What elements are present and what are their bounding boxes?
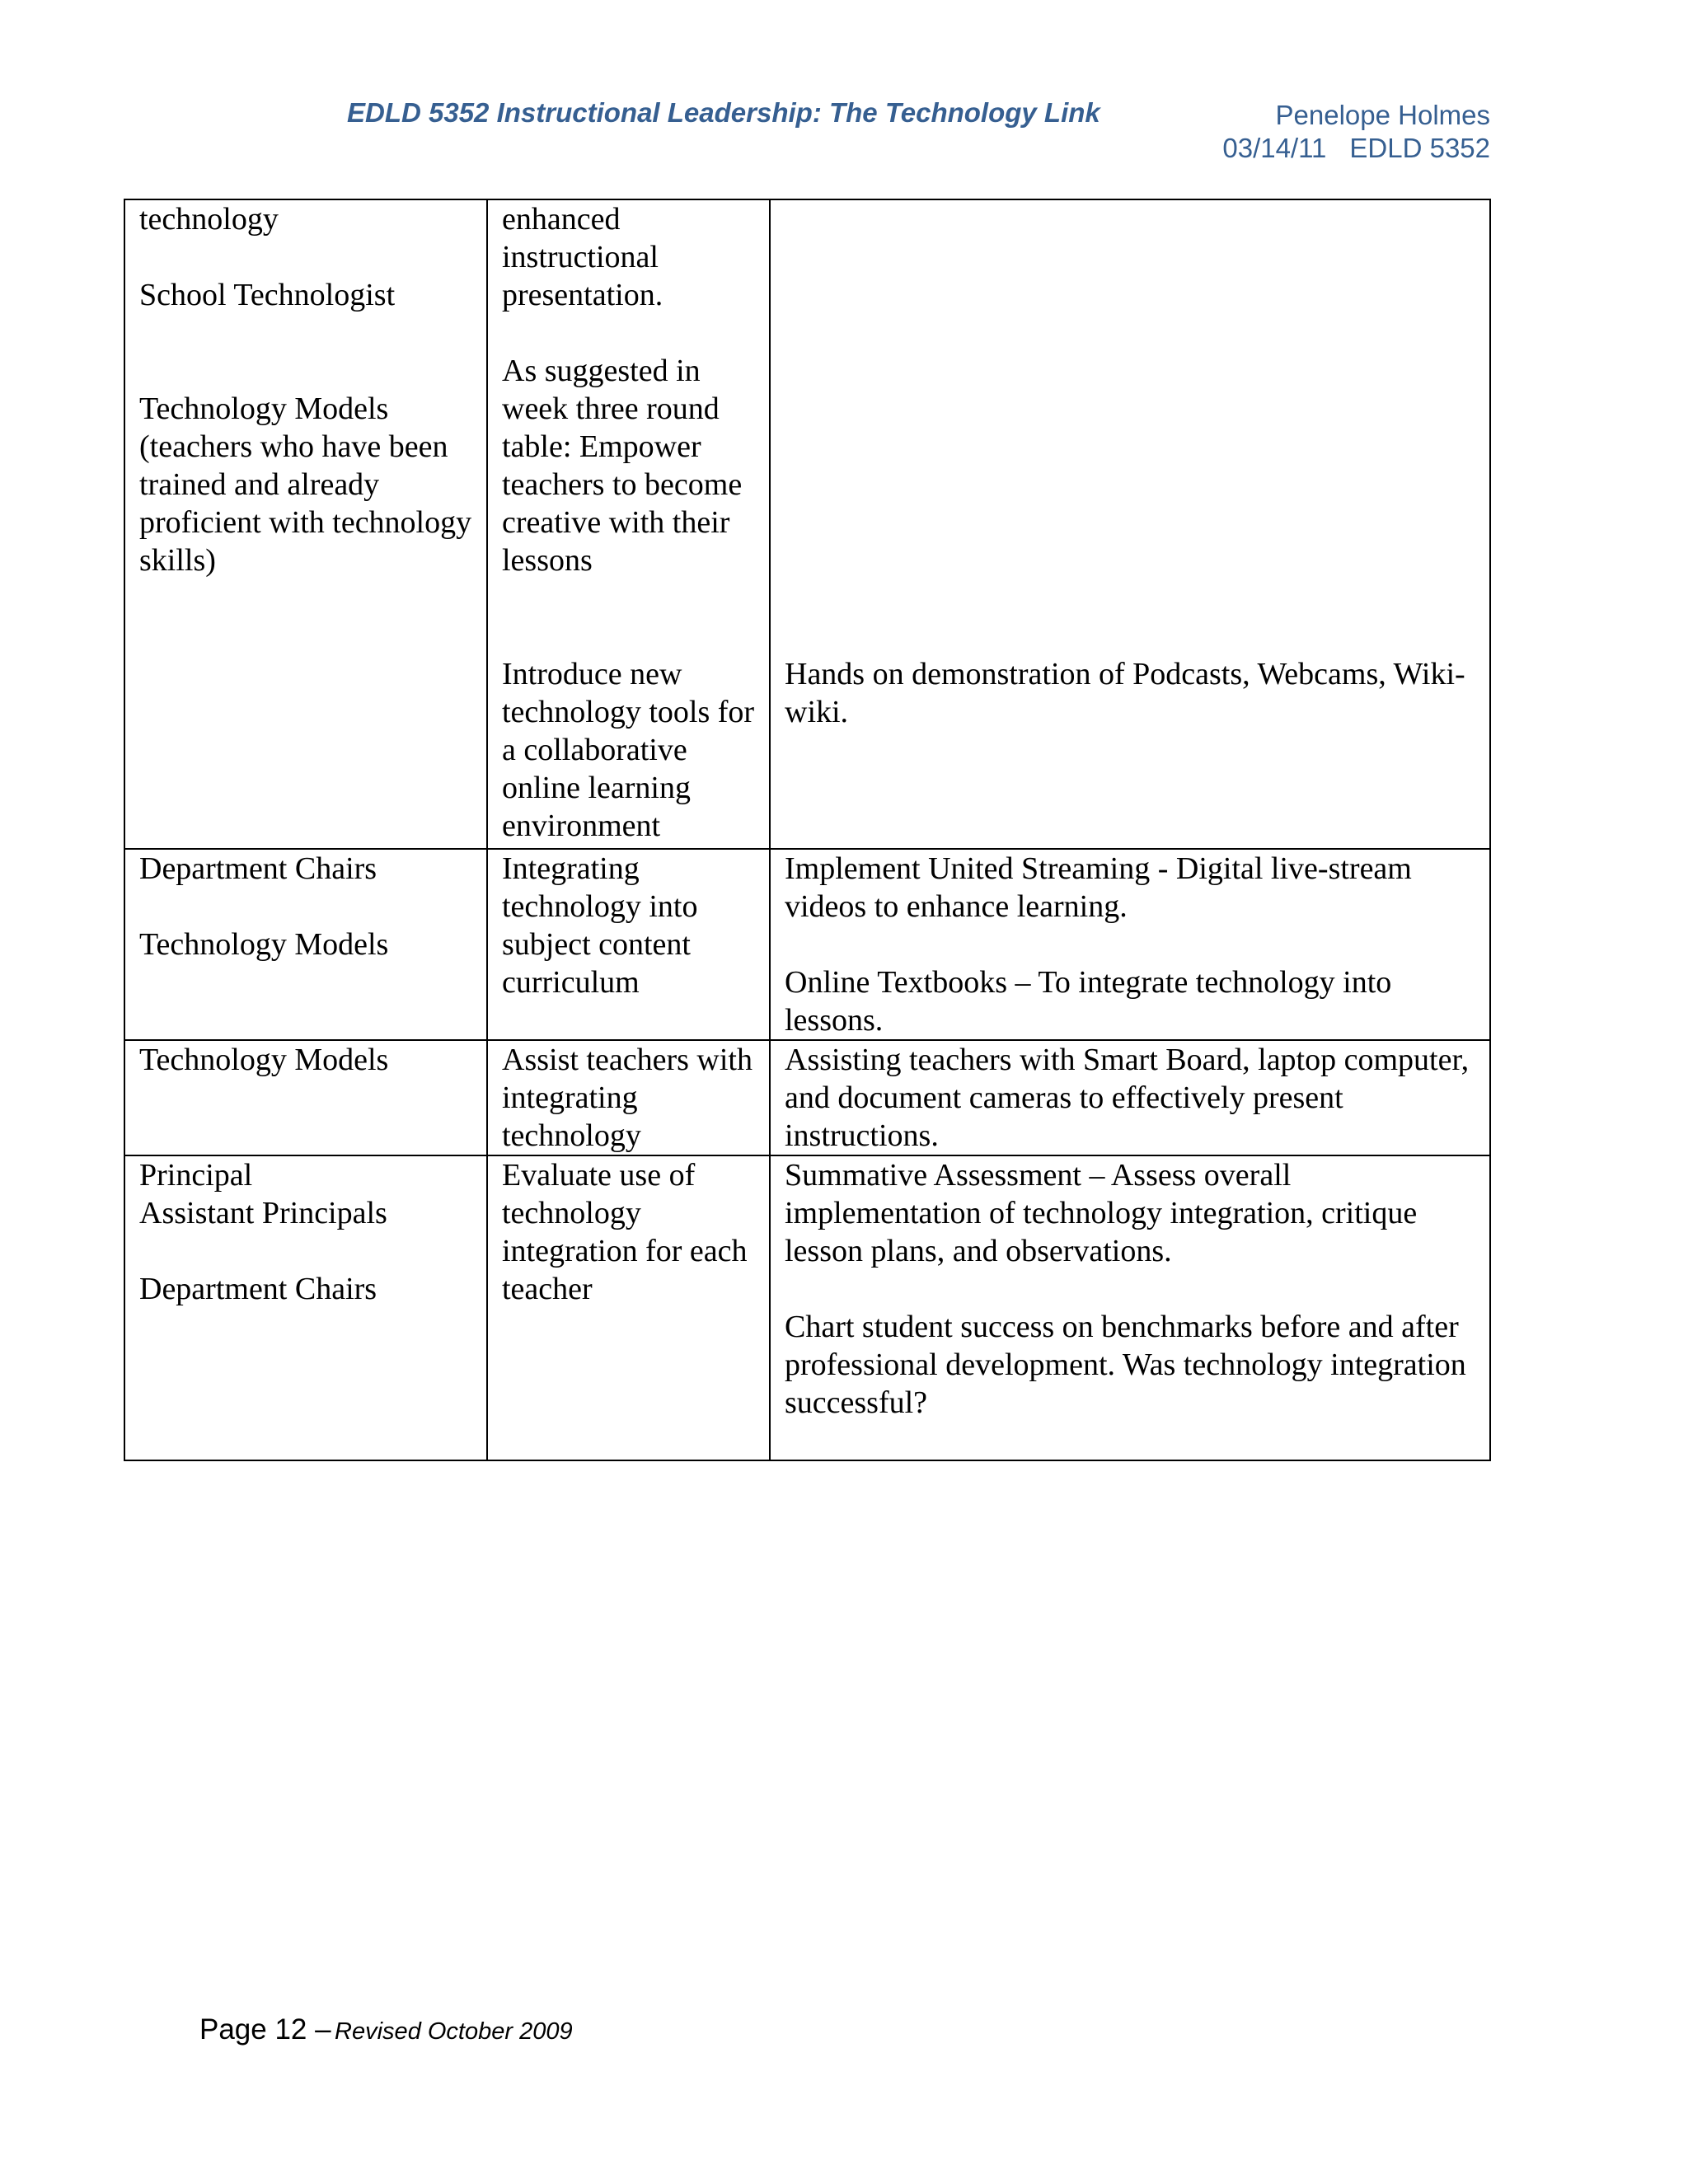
responsible-cell	[124, 1155, 487, 1460]
table-row	[124, 1040, 1490, 1155]
cell-text: technology	[139, 202, 279, 237]
responsible-cell	[124, 199, 487, 849]
activity-cell	[487, 199, 770, 849]
cell-text: Technology Models	[139, 927, 389, 962]
cell-text: Introduce new technology tools for a collaborative online learning environment	[502, 657, 755, 843]
activity-cell	[487, 849, 770, 1040]
cell-text: School Technologist	[139, 278, 396, 312]
cell-text: Assistant Principals	[139, 1196, 387, 1230]
document-date: 03/14/11	[1222, 133, 1327, 163]
activity-cell	[487, 1155, 770, 1460]
cell-text: Department Chairs	[139, 851, 377, 886]
cell-text: Evaluate use of technology integration for each teacher	[502, 1158, 748, 1306]
cell-text: Hands on demonstration of Podcasts, Webcams, Wiki-wiki.	[785, 657, 1465, 729]
responsible-cell	[124, 1040, 487, 1155]
cell-text: Principal	[139, 1158, 253, 1193]
cell-text: Technology Models	[139, 1043, 389, 1077]
course-code: EDLD 5352	[1349, 133, 1490, 163]
cell-text: Summative Assessment – Assess overall implementation of technology integration, critique lesson plans, and observations.	[785, 1158, 1418, 1268]
date-course-line	[1222, 132, 1490, 165]
details-cell	[770, 1040, 1490, 1155]
cell-text: Online Textbooks – To integrate technology into lessons.	[785, 965, 1392, 1038]
course-title: EDLD 5352 Instructional Leadership: The Technology Link	[347, 97, 1100, 128]
details-cell	[770, 1155, 1490, 1460]
cell-text: Technology Models (teachers who have been trained and already proficient with technology skills)	[139, 391, 472, 578]
page-footer	[199, 2013, 573, 2046]
details-cell	[770, 849, 1490, 1040]
cell-text: Chart student success on benchmarks before and after professional development. Was technology integration successful?	[785, 1310, 1466, 1420]
revision-note: Revised October 2009	[335, 2018, 573, 2045]
cell-text: Department Chairs	[139, 1272, 377, 1306]
author-name: Penelope Holmes	[1275, 100, 1490, 130]
cell-text: Assist teachers with integrating technology	[502, 1043, 753, 1153]
cell-text: enhanced instructional presentation.	[502, 202, 663, 312]
table-row	[124, 1155, 1490, 1460]
table-row	[124, 199, 1490, 849]
responsible-cell	[124, 849, 487, 1040]
cell-text: Integrating technology into subject content curriculum	[502, 851, 698, 1000]
details-cell	[770, 199, 1490, 849]
activity-cell	[487, 1040, 770, 1155]
table-row	[124, 849, 1490, 1040]
cell-text: As suggested in week three round table: Empower teachers to become creative with their lessons	[502, 354, 743, 578]
author-block	[1222, 99, 1490, 165]
cell-text: Implement United Streaming - Digital live-stream videos to enhance learning.	[785, 851, 1412, 924]
page-number: Page 12 –	[199, 2013, 331, 2046]
technology-plan-table	[124, 199, 1491, 1461]
cell-text: Assisting teachers with Smart Board, laptop computer, and document cameras to effectively present instructions.	[785, 1043, 1470, 1153]
